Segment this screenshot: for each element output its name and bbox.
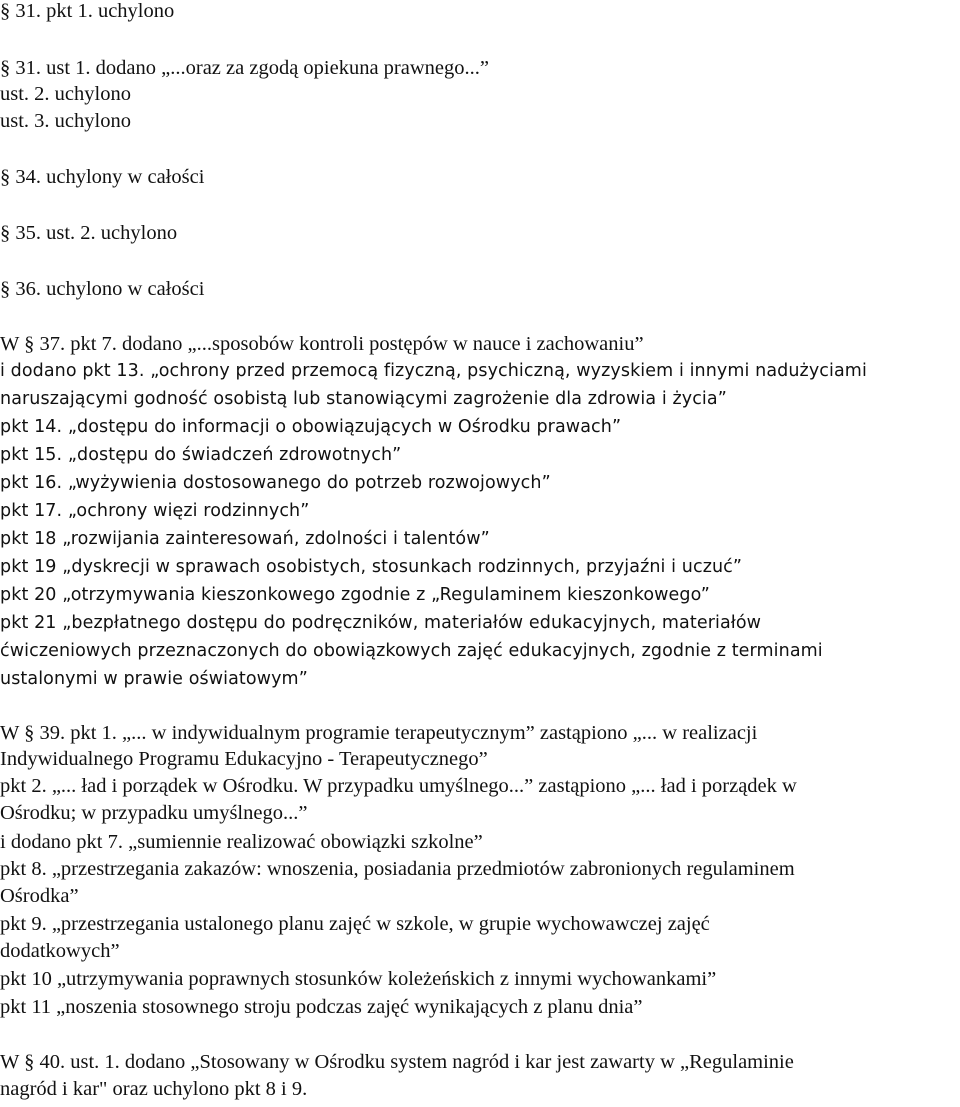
- text-line: naruszającymi godność osobistą lub stanowiącymi zagrożenie dla zdrowia i życia”: [0, 389, 727, 409]
- text-line: W § 40. ust. 1. dodano „Stosowany w Ośrodku system nagród i kar jest zawarty w „Regulaminie: [0, 1051, 794, 1073]
- text-line: pkt 21 „bezpłatnego dostępu do podręczników, materiałów edukacyjnych, materiałów: [0, 613, 762, 633]
- text-line: § 31. ust 1. dodano „...oraz za zgodą opiekuna prawnego...”: [0, 57, 489, 79]
- text-line: pkt 18 „rozwijania zainteresowań, zdolności i talentów”: [0, 529, 490, 549]
- text-line: nagród i kar" oraz uchylono pkt 8 i 9.: [0, 1078, 308, 1100]
- text-line: ust. 3. uchylono: [0, 110, 131, 132]
- text-line: pkt 15. „dostępu do świadczeń zdrowotnych”: [0, 445, 402, 465]
- text-line: pkt 16. „wyżywienia dostosowanego do potrzeb rozwojowych”: [0, 473, 551, 493]
- text-line: § 35. ust. 2. uchylono: [0, 222, 178, 244]
- text-line: pkt 20 „otrzymywania kieszonkowego zgodnie z „Regulaminem kieszonkowego”: [0, 585, 710, 605]
- text-line: Ośrodku; w przypadku umyślnego...”: [0, 802, 308, 824]
- text-line: pkt 8. „przestrzegania zakazów: wnoszenia, posiadania przedmiotów zabronionych regulaminem: [0, 858, 795, 880]
- text-line: Ośrodka”: [0, 885, 79, 907]
- text-line: § 31. pkt 1. uchylono: [0, 0, 175, 22]
- text-line: pkt 2. „... ład i porządek w Ośrodku. W przypadku umyślnego...” zastąpiono „... ład i porządek w: [0, 775, 797, 797]
- text-line: Indywidualnego Programu Edukacyjno - Terapeutycznego”: [0, 748, 488, 770]
- text-line: pkt 19 „dyskrecji w sprawach osobistych, stosunkach rodzinnych, przyjaźni i uczuć”: [0, 557, 743, 577]
- text-line: i dodano pkt 13. „ochrony przed przemocą fizyczną, psychiczną, wyzyskiem i innymi nadużyciami: [0, 361, 867, 381]
- text-line: pkt 10 „utrzymywania poprawnych stosunków koleżeńskich z innymi wychowankami”: [0, 968, 717, 990]
- text-line: ust. 2. uchylono: [0, 83, 131, 105]
- text-line: pkt 11 „noszenia stosownego stroju podczas zajęć wynikających z planu dnia”: [0, 996, 643, 1018]
- text-line: W § 39. pkt 1. „... w indywidualnym programie terapeutycznym” zastąpiono „... w realizacji: [0, 722, 758, 744]
- text-line: dodatkowych”: [0, 940, 120, 962]
- text-line: pkt 14. „dostępu do informacji o obowiązujących w Ośrodku prawach”: [0, 417, 622, 437]
- text-line: pkt 9. „przestrzegania ustalonego planu zajęć w szkole, w grupie wychowawczej zajęć: [0, 913, 710, 935]
- text-line: i dodano pkt 7. „sumiennie realizować obowiązki szkolne”: [0, 831, 483, 853]
- text-line: W § 37. pkt 7. dodano „...sposobów kontroli postępów w nauce i zachowaniu”: [0, 333, 644, 355]
- text-line: ustalonymi w prawie oświatowym”: [0, 669, 308, 689]
- text-line: pkt 17. „ochrony więzi rodzinnych”: [0, 501, 310, 521]
- text-line: ćwiczeniowych przeznaczonych do obowiązkowych zajęć edukacyjnych, zgodnie z terminami: [0, 641, 823, 661]
- text-line: § 36. uchylono w całości: [0, 278, 205, 300]
- text-line: § 34. uchylony w całości: [0, 166, 205, 188]
